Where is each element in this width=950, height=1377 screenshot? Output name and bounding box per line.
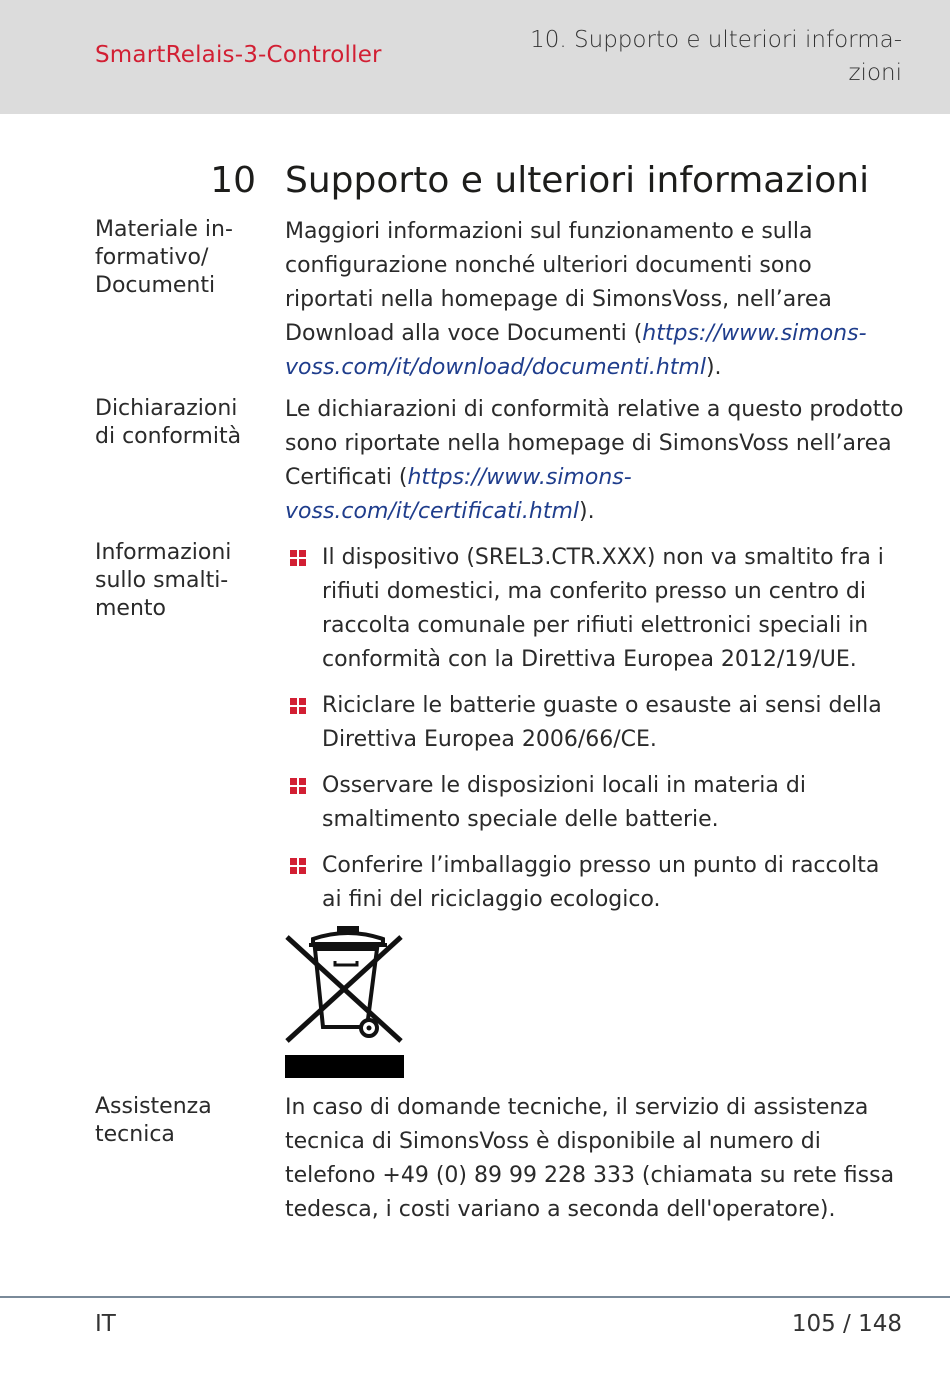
running-chapter-line-2: zioni <box>848 60 902 86</box>
label-documents-line-3: Documenti <box>95 273 216 298</box>
documents-link[interactable]: https://www.simons-voss.com/it/download/documenti.html <box>285 321 867 380</box>
label-support-line-1: Assistenza <box>95 1094 212 1119</box>
label-conformity <box>95 395 255 451</box>
running-chapter-title <box>522 24 902 90</box>
disposal-bullet-3-text: Osservare le disposizioni locali in materia di smaltimento speciale delle batterie. <box>322 773 806 832</box>
label-support-line-2: tecnica <box>95 1122 175 1147</box>
conformity-text-main: Le dichiarazioni di conformità relative a questo prodotto sono riportate nella homepage di SimonsVoss nell’area Certificati ( <box>285 397 904 490</box>
label-documents <box>95 216 255 300</box>
label-disposal <box>95 539 255 623</box>
weee-crossed-bin-icon <box>285 925 405 1080</box>
list-item <box>285 769 905 837</box>
label-documents-line-2: formativo/ <box>95 245 209 270</box>
product-name: SmartRelais-3-Controller <box>95 42 382 68</box>
bullet-squares-icon <box>290 858 306 874</box>
label-disposal-line-3: mento <box>95 596 166 621</box>
conformity-link[interactable]: https://www.simons-voss.com/it/certificati.html <box>285 465 632 524</box>
page-header <box>0 0 950 114</box>
disposal-bullet-4-text: Conferire l’imballaggio presso un punto di raccolta ai fini del riciclaggio ecologico. <box>322 853 880 912</box>
label-disposal-line-1: Informazioni <box>95 540 232 565</box>
list-item <box>285 689 905 757</box>
label-disposal-line-2: sullo smalti- <box>95 568 229 593</box>
label-documents-line-1: Materiale in- <box>95 217 233 242</box>
footer-page-number: 105 / 148 <box>791 1311 902 1337</box>
label-support <box>95 1093 255 1149</box>
bullet-squares-icon <box>290 550 306 566</box>
bullet-squares-icon <box>290 698 306 714</box>
list-item <box>285 849 905 917</box>
documents-text <box>285 215 905 385</box>
documents-text-end: ). <box>705 355 722 380</box>
section-number: 10 <box>210 160 256 201</box>
footer-divider <box>0 1296 950 1298</box>
footer-language: IT <box>95 1311 116 1337</box>
disposal-bullet-1-text: Il dispositivo (SREL3.CTR.XXX) non va smaltito fra i rifiuti domestici, ma conferito presso un centro di raccolta comunale per rifiuti elettronici speciali in conformità con la Direttiva Europea 2012/19/UE. <box>322 545 884 672</box>
label-conformity-line-1: Dichiarazioni <box>95 396 238 421</box>
label-conformity-line-2: di conformità <box>95 424 242 449</box>
bullet-squares-icon <box>290 778 306 794</box>
disposal-bullet-2-text: Riciclare le batterie guaste o esauste ai sensi della Direttiva Europea 2006/66/CE. <box>322 693 882 752</box>
conformity-text-end: ). <box>579 499 595 524</box>
conformity-text <box>285 393 905 529</box>
running-chapter-line-1: 10. Supporto e ulteriori informa- <box>530 27 902 53</box>
support-text: In caso di domande tecniche, il servizio di assistenza tecnica di SimonsVoss è disponibile al numero di telefono +49 (0) 89 99 228 333 (chiamata su rete fissa tedesca, i costi variano a seconda dell'operatore). <box>285 1095 895 1222</box>
section-title: Supporto e ulteriori informazioni <box>285 160 870 201</box>
list-item <box>285 541 905 677</box>
documents-text-main: Maggiori informazioni sul funzionamento e sulla configurazione nonché ulteriori documenti sono riportati nella homepage di SimonsVoss, nell’area Download alla voce Documenti ( <box>285 219 832 346</box>
